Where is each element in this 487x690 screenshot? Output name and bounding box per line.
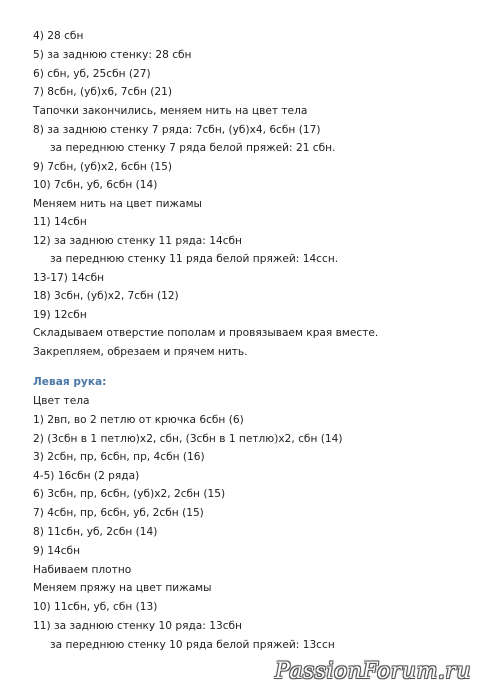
text-line: за переднюю стенку 11 ряда белой пряжей: 14ссн. bbox=[50, 253, 339, 265]
text-line: 10) 11сбн, уб, сбн (13) bbox=[33, 601, 158, 613]
section-heading: Левая рука: bbox=[33, 376, 107, 388]
text-line: 3) 2сбн, пр, 6сбн, пр, 4сбн (16) bbox=[33, 451, 205, 463]
text-line: Тапочки закончились, меняем нить на цвет тела bbox=[33, 105, 308, 117]
text-line: Набиваем плотно bbox=[33, 564, 132, 576]
text-line: 9) 14сбн bbox=[33, 545, 81, 557]
text-line: за переднюю стенку 10 ряда белой пряжей: 13ссн bbox=[50, 639, 335, 651]
watermark: PassionForum.ru bbox=[275, 659, 471, 684]
text-line: 13-17) 14сбн bbox=[33, 272, 105, 284]
text-line: 10) 7сбн, уб, 6сбн (14) bbox=[33, 179, 158, 191]
text-line: 7) 8сбн, (уб)х6, 7сбн (21) bbox=[33, 86, 172, 98]
text-line: 6) сбн, уб, 25сбн (27) bbox=[33, 68, 151, 80]
text-line: за переднюю стенку 7 ряда белой пряжей: 21 сбн. bbox=[50, 142, 336, 154]
text-line: Меняем нить на цвет пижамы bbox=[33, 198, 202, 210]
text-line: 11) 14сбн bbox=[33, 216, 87, 228]
text-line: 9) 7сбн, (уб)х2, 6сбн (15) bbox=[33, 161, 172, 173]
text-paragraph: Складываем отверстие пополам и провязываем края вместе. Закрепляем, обрезаем и прячем нить. bbox=[33, 327, 379, 358]
text-line: 18) 3сбн, (уб)х2, 7сбн (12) bbox=[33, 290, 179, 302]
text-line: 1) 2вп, во 2 петлю от крючка 6сбн (6) bbox=[33, 414, 244, 426]
text-line: 12) за заднюю стенку 11 ряда: 14сбн bbox=[33, 235, 242, 247]
text-line: 5) за заднюю стенку: 28 сбн bbox=[33, 49, 192, 61]
text-line: 4-5) 16сбн (2 ряда) bbox=[33, 470, 140, 482]
text-line: 4) 28 сбн bbox=[33, 30, 84, 42]
text-line: 6) 3сбн, пр, 6сбн, (уб)х2, 2сбн (15) bbox=[33, 488, 226, 500]
text-line: 11) за заднюю стенку 10 ряда: 13сбн bbox=[33, 620, 242, 632]
text-line: 8) за заднюю стенку 7 ряда: 7сбн, (уб)х4, 6сбн (17) bbox=[33, 124, 321, 136]
text-line: 7) 4сбн, пр, 6сбн, уб, 2сбн (15) bbox=[33, 507, 204, 519]
text-line: 2) (3сбн в 1 петлю)х2, сбн, (3сбн в 1 петлю)х2, сбн (14) bbox=[33, 433, 343, 445]
text-line: 8) 11сбн, уб, 2сбн (14) bbox=[33, 526, 158, 538]
text-line: Цвет тела bbox=[33, 395, 90, 407]
text-line: 19) 12сбн bbox=[33, 309, 87, 321]
text-line: Меняем пряжу на цвет пижамы bbox=[33, 582, 212, 594]
